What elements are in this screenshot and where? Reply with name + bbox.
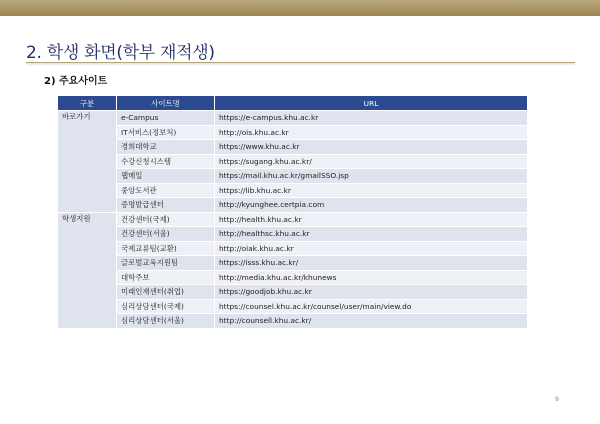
table-row [58, 227, 528, 242]
site-url-link[interactable]: http://media.khu.ac.kr/khunews [215, 270, 528, 285]
table-row [58, 212, 528, 227]
title-divider-shadow [26, 63, 575, 66]
site-url-link[interactable]: https://counsel.khu.ac.kr/counsel/user/main/view.do [215, 299, 528, 314]
site-url-link[interactable]: https://lib.khu.ac.kr [215, 183, 528, 198]
table-header-row [58, 96, 528, 111]
site-name-cell: 경희대학교 [117, 140, 215, 155]
site-url-link[interactable]: https://goodjob.khu.ac.kr [215, 285, 528, 300]
table-row [58, 140, 528, 155]
table-row [58, 314, 528, 329]
table-row [58, 198, 528, 213]
header-url: URL [215, 96, 528, 111]
category-cell: 학생지원 [58, 212, 117, 328]
page-title: 2. 학생 화면(학부 재적생) [26, 43, 215, 63]
table-body [58, 111, 528, 329]
table-row [58, 270, 528, 285]
table-row [58, 285, 528, 300]
site-url-link[interactable]: https://mail.khu.ac.kr/gmailSSO.jsp [215, 169, 528, 184]
table-row [58, 169, 528, 184]
site-url-link[interactable]: http://oiak.khu.ac.kr [215, 241, 528, 256]
site-name-cell: 웹메일 [117, 169, 215, 184]
table-row [58, 111, 528, 126]
site-url-link[interactable]: https://sugang.khu.ac.kr/ [215, 154, 528, 169]
site-name-cell: IT서비스(정보처) [117, 125, 215, 140]
site-name-cell: 글로벌교육지원팀 [117, 256, 215, 271]
site-name-cell: 증명발급센터 [117, 198, 215, 213]
table-row [58, 241, 528, 256]
site-name-cell: 국제교류팀(교환) [117, 241, 215, 256]
table-row [58, 154, 528, 169]
site-name-cell: 심리상담센터(서울) [117, 314, 215, 329]
category-cell: 바로가기 [58, 111, 117, 213]
top-accent-band [0, 0, 600, 16]
site-url-link[interactable]: http://kyunghee.certpia.com [215, 198, 528, 213]
sites-table [57, 95, 528, 329]
table-row [58, 299, 528, 314]
section-heading: 2) 주요사이트 [44, 76, 108, 87]
site-url-link[interactable]: http://counsell.khu.ac.kr/ [215, 314, 528, 329]
site-url-link[interactable]: https://isss.khu.ac.kr/ [215, 256, 528, 271]
site-url-link[interactable]: https://www.khu.ac.kr [215, 140, 528, 155]
site-url-link[interactable]: https://e-campus.khu.ac.kr [215, 111, 528, 126]
site-name-cell: 건강센터(국제) [117, 212, 215, 227]
table-row [58, 183, 528, 198]
site-name-cell: 미래인재센터(취업) [117, 285, 215, 300]
site-name-cell: 심리상담센터(국제) [117, 299, 215, 314]
site-name-cell: e-Campus [117, 111, 215, 126]
site-url-link[interactable]: http://ois.khu.ac.kr [215, 125, 528, 140]
site-name-cell: 중앙도서관 [117, 183, 215, 198]
site-url-link[interactable]: http://health.khu.ac.kr [215, 212, 528, 227]
table-row [58, 256, 528, 271]
site-url-link[interactable]: http://healthsc.khu.ac.kr [215, 227, 528, 242]
table-row [58, 125, 528, 140]
site-name-cell: 대학주보 [117, 270, 215, 285]
site-name-cell: 건강센터(서울) [117, 227, 215, 242]
header-category: 구분 [58, 96, 117, 111]
header-site-name: 사이트명 [117, 96, 215, 111]
site-name-cell: 수강신청시스템 [117, 154, 215, 169]
page-number: 9 [555, 396, 559, 403]
